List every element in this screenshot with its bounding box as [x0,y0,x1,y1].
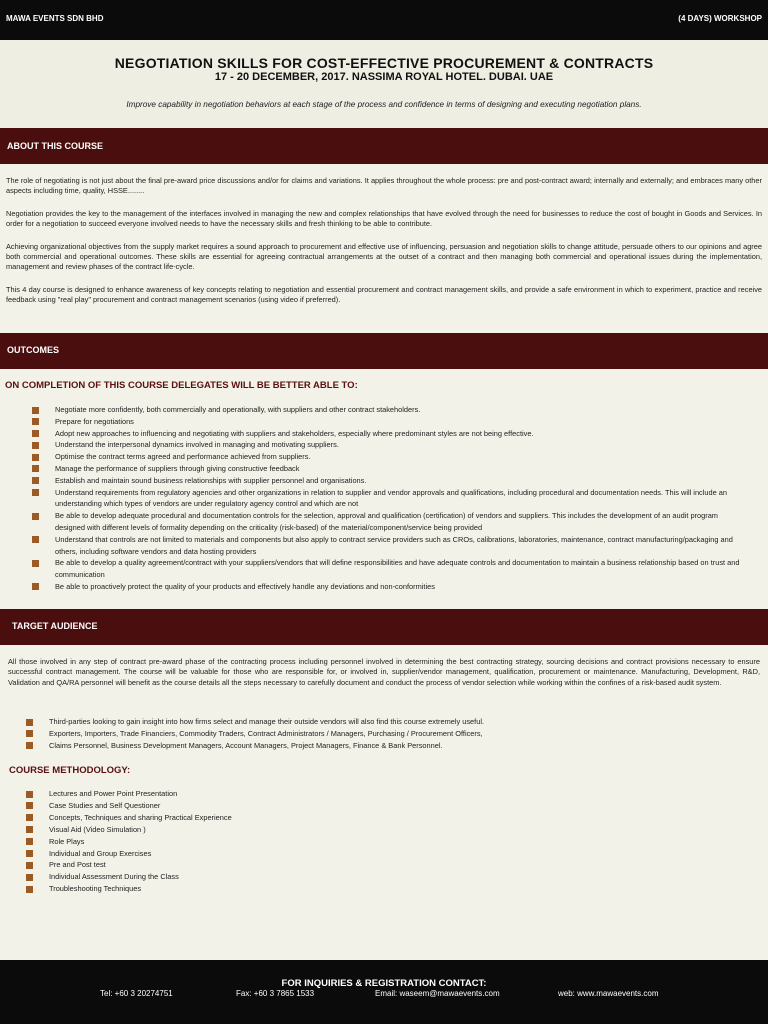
list-item: Third-parties looking to gain insight into how firms select and manage their outside vendors will also find this course extremely useful. [24,716,754,728]
about-paragraph: Negotiation provides the key to the management of the interfaces involved in managing the new and complex relationships that have evolved through the need for businesses to reduce the cost of bought in Goods and Services. In order for a negotiation to succeed everyone involved needs to have the necessary skills and fresh thinking to be able to contribute. [6,208,762,229]
list-item: Be able to develop a quality agreement/contract with your suppliers/vendors that will define responsibilities and have adequate controls and documentation to maintain a business relationship based on trust and communication [30,557,750,581]
about-paragraph: The role of negotiating is not just about the final pre-award price discussions and/or for claims and variations. It applies throughout the whole process: pre and post-contract award; internally and externally; and embraces many other aspects including time, quality, HSSE........ [6,176,762,196]
bullet-icon [32,430,39,437]
about-section-header [0,128,768,164]
bullet-icon [26,791,33,798]
methodology-list [24,788,424,895]
outcomes-list [30,404,750,593]
list-item: Concepts, Techniques and sharing Practical Experience [24,812,424,824]
audience-list [24,716,754,751]
bullet-icon [26,814,33,821]
bullet-icon [32,536,39,543]
list-item: Establish and maintain sound business relationships with supplier personnel and organisations. [30,475,750,487]
bullet-icon [26,838,33,845]
bullet-icon [32,442,39,449]
methodology-heading: COURSE METHODOLOGY: [9,765,131,776]
list-item: Negotiate more confidently, both commercially and operationally, with suppliers and other contract stakeholders. [30,404,750,416]
bullet-icon [26,719,33,726]
list-item: Claims Personnel, Business Development Managers, Account Managers, Project Managers, Finance & Bank Personnel. [24,740,754,752]
about-body [0,176,768,318]
bullet-icon [32,489,39,496]
bullet-icon [32,560,39,567]
list-item: Be able to proactively protect the quality of your products and effectively handle any deviations and non-conformities [30,581,750,593]
top-bar [0,0,768,40]
audience-paragraph: All those involved in any step of contract pre-award phase of the contracting process including personnel involved in determining the best contracting strategy, sourcing decisions and contract provisions necessary to ensure successful contract management. The course will be valuable for those who are responsible for, or involved in, supplier/vendor management, qualification, procurement or maintenance. Manufacturing, Development, R&D, Validation and QA/RA personnel will benefit as the course details all the steps necessary to carefully document and conduct the process of vendor selection while working within the confines of a risk-based audit system. [8,657,760,687]
footer [0,960,768,1024]
bullet-icon [26,886,33,893]
footer-title: FOR INQUIRIES & REGISTRATION CONTACT: [281,978,487,989]
page-title: NEGOTIATION SKILLS FOR COST-EFFECTIVE PROCUREMENT & CONTRACTS [114,55,654,71]
bullet-icon [32,407,39,414]
outcomes-heading: OUTCOMES [7,345,60,355]
bullet-icon [32,477,39,484]
bullet-icon [26,862,33,869]
list-item: Understand the interpersonal dynamics involved in managing and motivating suppliers. [30,439,750,451]
list-item: Exporters, Importers, Trade Financiers, Commodity Traders, Contract Administrators / Managers, Purchasing / Procurement Officers, [24,728,754,740]
list-item: Role Plays [24,836,424,848]
about-heading: ABOUT THIS COURSE [7,141,104,151]
list-item: Understand requirements from regulatory agencies and other organizations in relation to supplier and vendor approvals and qualifications, including procedural and documentation needs. This will include an understanding which types of vendors are under regulatory agency control and which are not [30,487,750,511]
bullet-icon [32,465,39,472]
list-item: Individual Assessment During the Class [24,871,424,883]
audience-section-header [0,609,768,645]
bullet-icon [26,802,33,809]
bullet-icon [32,454,39,461]
bullet-icon [26,730,33,737]
list-item: Optimise the contract terms agreed and performance achieved from suppliers. [30,451,750,463]
audience-heading: TARGET AUDIENCE [12,621,98,631]
date-venue: 17 - 20 DECEMBER, 2017. NASSIMA ROYAL HOTEL. DUBAI. UAE [214,71,554,83]
audience-body [0,657,768,700]
list-item: Lectures and Power Point Presentation [24,788,424,800]
hero-section [0,40,768,128]
list-item: Adopt new approaches to influencing and negotiating with suppliers and stakeholders, especially where predominant styles are not being effective. [30,428,750,440]
list-item: Understand that controls are not limited to materials and components but also apply to contract service providers such as CROs, calibrations, laboratories, maintenance, contract manufacturing/packaging and others, including software vendors and data hosting providers [30,534,750,558]
list-item: Individual and Group Exercises [24,848,424,860]
list-item: Case Studies and Self Questioner [24,800,424,812]
workshop-badge: (4 DAYS) WORKSHOP [678,14,762,23]
footer-email[interactable]: Email: waseem@mawaevents.com [375,989,500,998]
list-item: Troubleshooting Techniques [24,883,424,895]
bullet-icon [26,826,33,833]
list-item: Prepare for negotiations [30,416,750,428]
list-item: Pre and Post test [24,859,424,871]
bullet-icon [32,583,39,590]
footer-tel: Tel: +60 3 20274751 [100,989,173,998]
footer-web[interactable]: web: www.mawaevents.com [558,989,659,998]
outcomes-subheading: ON COMPLETION OF THIS COURSE DELEGATES WILL BE BETTER ABLE TO: [5,380,358,391]
bullet-icon [26,742,33,749]
tagline: Improve capability in negotiation behaviors at each stage of the process and confidence in terms of designing and executing negotiation plans. [126,100,642,109]
outcomes-section-header [0,333,768,369]
list-item: Manage the performance of suppliers through giving constructive feedback [30,463,750,475]
bullet-icon [32,513,39,520]
about-paragraph: This 4 day course is designed to enhance awareness of key concepts relating to negotiation and essential procurement and contract management skills, and provide a safe environment in which to experiment, practice and receive feedback using "real play" procurement and contract management scenarios (using video if preferred). [6,284,762,305]
company-name: MAWA EVENTS SDN BHD [6,14,104,23]
list-item: Visual Aid (Video Simulation ) [24,824,424,836]
bullet-icon [32,418,39,425]
bullet-icon [26,850,33,857]
list-item: Be able to develop adequate procedural and documentation controls for the selection, approval and qualification (certification) of vendors and suppliers. This includes the development of an audit program designed with different levels of formality depending on the criticality (risk-based) of the material/component/service being provided [30,510,750,534]
about-paragraph: Achieving organizational objectives from the supply market requires a sound approach to procurement and effective use of influencing, persuasion and negotiation skills to change attitude, persuade others to our opinions and agree both commercial and operational outcomes. These skills are essential for agreeing contractual arrangements at the outset of a contract and then managing both commercial and operational issues during the implementation, management and review phases of the contract life-cycle. [6,241,762,272]
footer-fax: Fax: +60 3 7865 1533 [236,989,315,998]
bullet-icon [26,874,33,881]
